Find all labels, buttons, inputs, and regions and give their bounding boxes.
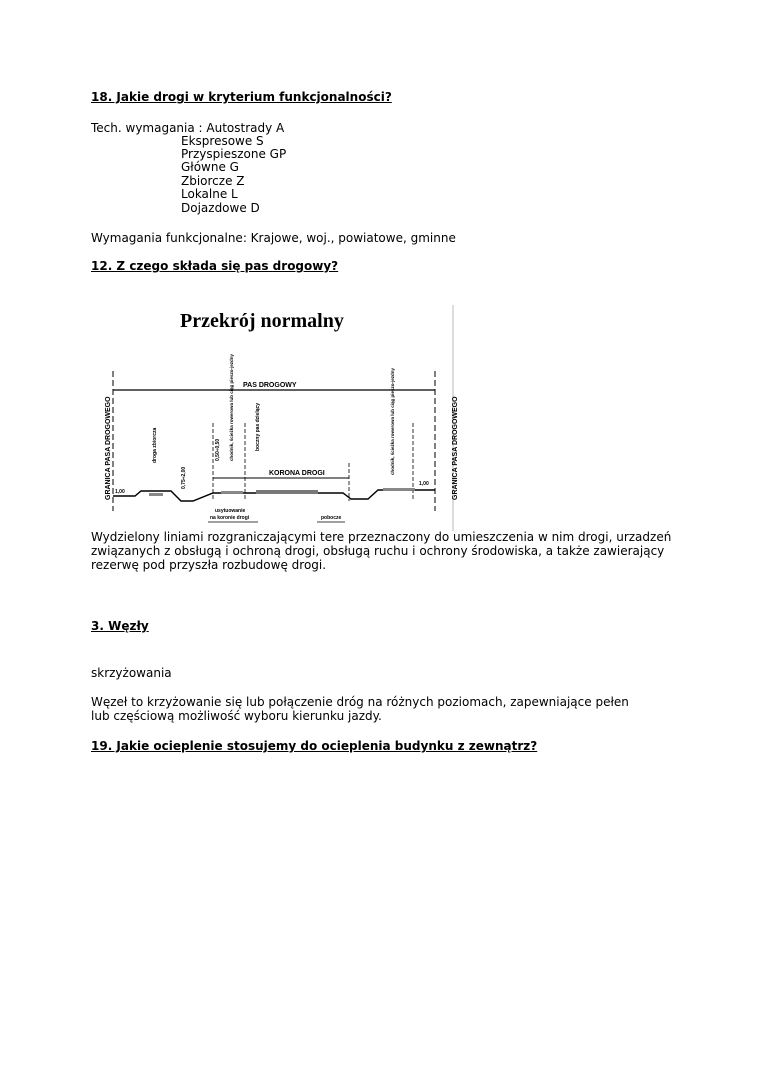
tech-item: Przyspieszone GP <box>181 147 287 161</box>
tech-item: Dojazdowe D <box>181 201 260 215</box>
label-na-koronie: na koronie drogi <box>210 515 250 521</box>
label-slope: 0,75÷2,00 <box>181 466 187 489</box>
pavement-main <box>256 490 318 494</box>
label-pas-drogowy: PAS DROGOWY <box>243 382 297 389</box>
heading-q19: 19. Jakie ocieplenie stosujemy do ocieplenia budynku z zewnątrz? <box>91 739 538 753</box>
functional-requirements: Wymagania funkcjonalne: Krajowe, woj., powiatowe, gminne <box>91 231 456 245</box>
cross-section-figure <box>93 303 473 531</box>
skrzyzowania-text: skrzyżowania <box>91 666 172 680</box>
label-width: 0,50÷0,50 <box>215 438 221 461</box>
label-droga-zbiorcza: droga zbiorcza <box>152 427 158 463</box>
label-border-left: GRANICA PASA DROGOWEGO <box>105 396 112 500</box>
paragraph-pas-drogowy: Wydzielony liniami rozgraniczającymi tere przeznaczony do umieszczenia w nim drogi, urzadzeń związanych z obsługą i ochroną drogi, obsługą ruchu i ochrony środowiska, a także zawierający rezerwę pod przyszła rozbudowę drogi. <box>91 530 672 572</box>
paragraph-wezly: Węzeł to krzyżowanie się lub połączenie dróg na różnych poziomach, zapewniające pełen lub częściową możliwość wyboru kierunku jazdy. <box>91 695 629 723</box>
label-left-dim: 1,00 <box>115 489 125 495</box>
label-right-dim: 1,00 <box>419 481 429 487</box>
figure-title: Przekrój normalny <box>180 310 344 332</box>
label-korona: KORONA DROGI <box>269 470 325 477</box>
tech-item: Ekspresowe S <box>181 134 264 148</box>
heading-q12: 12. Z czego składa się pas drogowy? <box>91 259 339 273</box>
label-usytuowanie: usytuowanie <box>215 508 246 514</box>
label-border-right: GRANICA PASA DROGOWEGO <box>452 396 459 500</box>
tech-item: Główne G <box>181 160 239 174</box>
heading-q3: 3. Węzły <box>91 619 149 633</box>
label-pobocze: pobocze <box>321 515 342 521</box>
pavement-chodnik-right <box>383 488 415 491</box>
tech-item: Zbiorcze Z <box>181 174 245 188</box>
pavement-zbiorcza <box>149 493 163 496</box>
label-boczny: boczny pas dzielący <box>255 402 261 451</box>
tech-requirements-label: Tech. wymagania : Autostrady A <box>91 121 285 135</box>
label-chodnik-left: chodnik, ścieżka rowerowa lub ciąg pieszo-jezdny <box>229 353 234 461</box>
tech-item: Lokalne L <box>181 187 238 201</box>
pavement-chodnik-left <box>221 491 243 494</box>
label-chodnik-right: chodnik, ścieżka rowerowa lub ciąg pieszo-jezdny <box>390 367 395 475</box>
heading-q18: 18. Jakie drogi w kryterium funkcjonalności? <box>91 90 392 104</box>
